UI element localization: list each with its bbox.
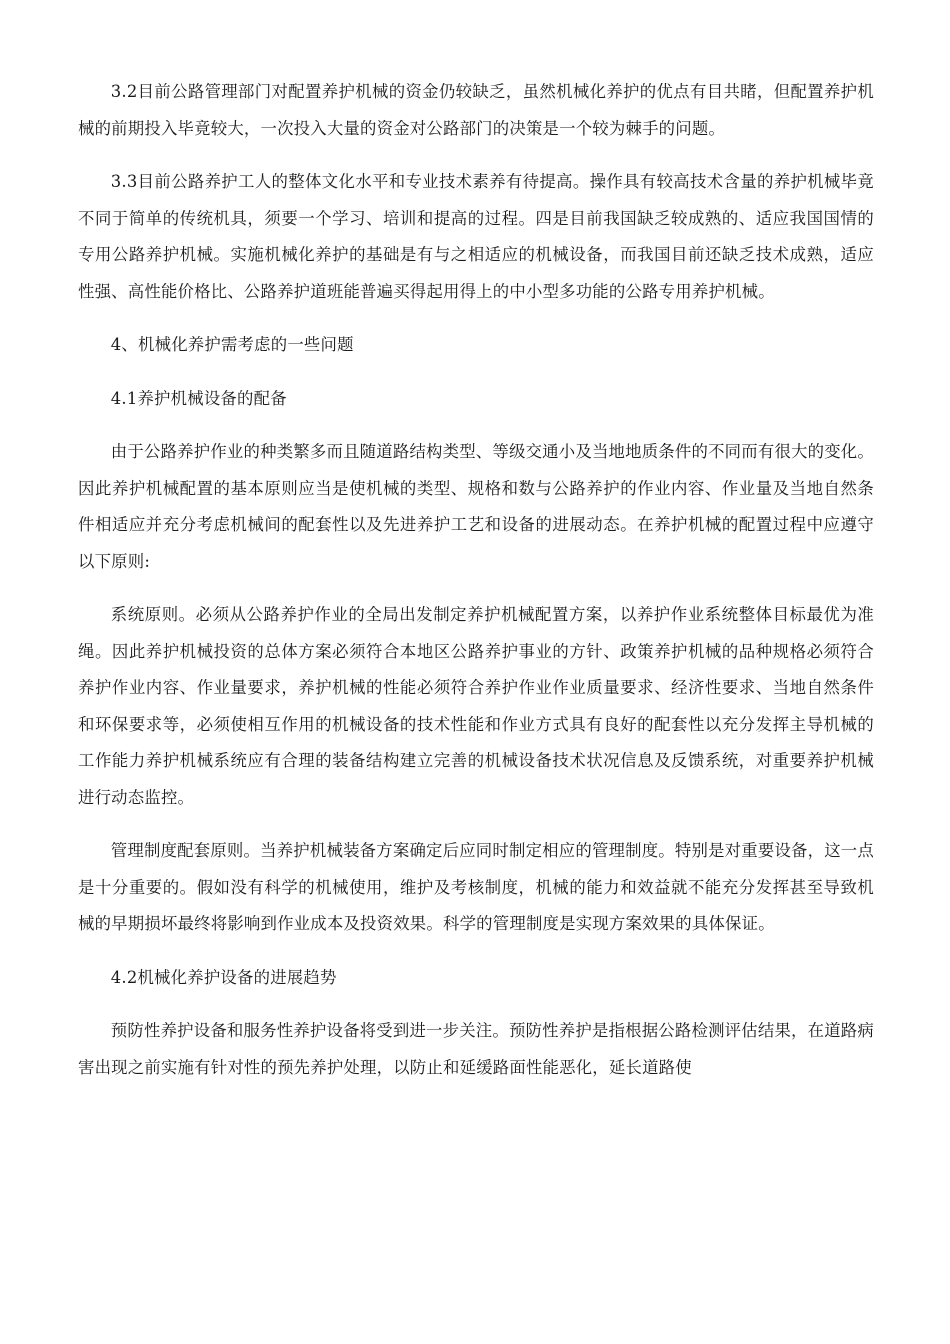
section-heading-4: 4、机械化养护需考虑的一些问题 (110, 335, 354, 354)
document-body (78, 74, 874, 1103)
paragraph-preventive-maintenance: 预防性养护设备和服务性养护设备将受到进一步关注。预防性养护是指根据公路检测评估结果，在道路病害出现之前实施有针对性的预先养护处理，以防止和延缓路面性能恶化，延长道路使 (78, 1021, 874, 1077)
paragraph-3-3-workers: 3.3目前公路养护工人的整体文化水平和专业技术素养有待提高。操作具有较高技术含量的养护机械毕竟不同于简单的传统机具，须要一个学习、培训和提高的过程。四是目前我国缺乏较成熟的、适应我国国情的专用公路养护机械。实施机械化养护的基础是有与之相适应的机械设备，而我国目前还缺乏技术成熟，适应性强、高性能价格比、公路养护道班能普遍买得起用得上的中小型多功能的公路专用养护机械。 (78, 172, 874, 301)
subsection-heading-4-1: 4.1养护机械设备的配备 (110, 388, 287, 408)
paragraph-equipment-configuration: 由于公路养护作业的种类繁多而且随道路结构类型、等级交通小及当地地质条件的不同而有很大的变化。因此养护机械配置的基本原则应当是使机械的类型、规格和数与公路养护的作业内容、作业量及当地自然条件相适应并充分考虑机械间的配套性以及先进养护工艺和设备的进展动态。在养护机械的配置过程中应遵守以下原则: (78, 442, 874, 571)
paragraph-3-2-funding: 3.2目前公路管理部门对配置养护机械的资金仍较缺乏，虽然机械化养护的优点有目共睹，但配置养护机械的前期投入毕竟较大，一次投入大量的资金对公路部门的决策是一个较为棘手的问题。 (78, 82, 874, 138)
subsection-heading-4-2: 4.2机械化养护设备的进展趋势 (110, 967, 337, 987)
paragraph-management-principle: 管理制度配套原则。当养护机械装备方案确定后应同时制定相应的管理制度。特别是对重要设备，这一点是十分重要的。假如没有科学的机械使用，维护及考核制度，机械的能力和效益就不能充分发挥甚至导致机械的早期损坏最终将影响到作业成本及投资效果。科学的管理制度是实现方案效果的具体保证。 (78, 841, 874, 933)
paragraph-system-principle: 系统原则。必须从公路养护作业的全局出发制定养护机械配置方案，以养护作业系统整体目标最优为准绳。因此养护机械投资的总体方案必须符合本地区公路养护事业的方针、政策养护机械的品种规格必须符合养护作业内容、作业量要求，养护机械的性能必须符合养护作业作业质量要求、经济性要求、当地自然条件和环保要求等，必须使相互作用的机械设备的技术性能和作业方式具有良好的配套性以充分发挥主导机械的工作能力养护机械系统应有合理的装备结构建立完善的机械设备技术状况信息及反馈系统，对重要养护机械进行动态监控。 (78, 605, 874, 807)
